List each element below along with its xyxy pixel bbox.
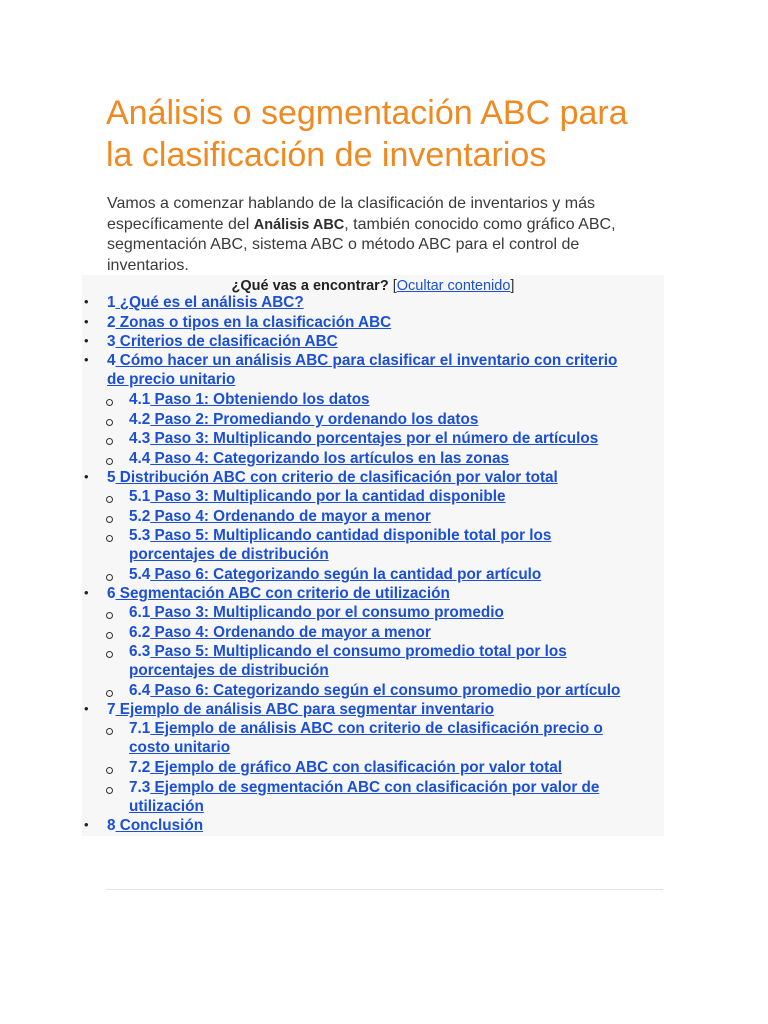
toc-item-link[interactable]: Paso 3: Multiplicando por la cantidad disponible	[150, 488, 506, 505]
toc-item-number: 5.1	[129, 488, 151, 505]
list-bullet: •	[84, 817, 89, 832]
toc-item-continuation[interactable]	[129, 797, 204, 816]
list-circle-marker	[106, 787, 113, 794]
list-circle-marker	[106, 574, 113, 581]
toc-item-number: 4.1	[129, 391, 151, 408]
toc-subitem[interactable]	[129, 623, 431, 642]
toc-item-number: 2	[107, 314, 116, 331]
list-circle-marker	[106, 458, 113, 465]
toc-item-number: 7.3	[129, 779, 151, 796]
toc-item-link[interactable]: Zonas o tipos en la clasificación ABC	[115, 314, 392, 331]
intro-bold-term: Análisis ABC	[253, 216, 345, 233]
toc-item-link-continued[interactable]: utilización	[129, 798, 204, 816]
toc-item-link[interactable]: Paso 3: Multiplicando porcentajes por el número de artículos	[150, 430, 599, 447]
toc-item-number: 6.3	[129, 643, 151, 660]
toc-item-continuation[interactable]	[129, 661, 329, 680]
toc-item-link[interactable]: ¿Qué es el análisis ABC?	[115, 294, 304, 311]
toc-item-number: 5.3	[129, 527, 151, 544]
toc-item-link-continued[interactable]: de precio unitario	[107, 371, 236, 389]
toc-item-number: 4.4	[129, 450, 151, 467]
toc-item[interactable]	[107, 332, 338, 351]
title-line-2: la clasificación de inventarios	[106, 136, 547, 174]
list-bullet: •	[84, 333, 89, 348]
list-bullet: •	[84, 469, 89, 484]
toc-item-number: 1	[107, 294, 116, 311]
toc-subitem[interactable]	[129, 390, 370, 409]
intro-text-c: , también conocido como gráfico ABC,	[344, 215, 616, 233]
toc-item-link[interactable]: Paso 6: Categorizando según la cantidad por artículo	[150, 566, 542, 583]
list-circle-marker	[106, 496, 113, 503]
article-title	[106, 92, 686, 176]
toc-close-bracket: ]	[510, 278, 515, 294]
toc-item[interactable]	[107, 351, 617, 370]
toc-item-link[interactable]: Paso 3: Multiplicando por el consumo promedio	[150, 604, 504, 621]
list-circle-marker	[106, 690, 113, 697]
list-circle-marker	[106, 399, 113, 406]
toc-item-number: 6.2	[129, 624, 151, 641]
toc-item-number: 6.1	[129, 604, 151, 621]
toc-item-link[interactable]: Criterios de clasificación ABC	[115, 333, 338, 350]
toc-item-number: 7.2	[129, 759, 151, 776]
toc-toggle-link[interactable]: Ocultar contenido	[396, 278, 511, 294]
toc-item-link[interactable]: Paso 4: Ordenando de mayor a menor	[150, 624, 431, 641]
toc-item-number: 7.1	[129, 720, 151, 737]
section-divider	[106, 889, 663, 890]
toc-item-number: 8	[107, 817, 116, 834]
toc-subitem[interactable]	[129, 410, 478, 429]
toc-item-link[interactable]: Paso 4: Categorizando los artículos en las zonas	[150, 450, 509, 467]
list-circle-marker	[106, 651, 113, 658]
toc-item-number: 4	[107, 352, 116, 369]
toc-item-continuation[interactable]	[129, 738, 230, 757]
title-line-1: Análisis o segmentación ABC para	[106, 94, 628, 132]
toc-item[interactable]	[107, 816, 203, 835]
intro-text-b: específicamente del	[107, 215, 254, 233]
toc-heading: ¿Qué vas a encontrar?	[231, 278, 389, 294]
toc-item-link[interactable]: Conclusión	[115, 817, 204, 834]
toc-subitem[interactable]	[129, 681, 620, 700]
toc-item-link[interactable]: Paso 2: Promediando y ordenando los datos	[150, 411, 479, 428]
toc-item-number: 4.3	[129, 430, 151, 447]
toc-subitem[interactable]	[129, 778, 599, 797]
intro-text-a: Vamos a comenzar hablando de la clasificación de inventarios y más	[107, 195, 595, 212]
toc-item[interactable]	[107, 584, 450, 603]
list-circle-marker	[106, 438, 113, 445]
toc-subitem[interactable]	[129, 565, 541, 584]
list-bullet: •	[84, 585, 89, 600]
list-circle-marker	[106, 419, 113, 426]
toc-item-number: 6.4	[129, 682, 151, 699]
list-bullet: •	[84, 701, 89, 716]
toc-item[interactable]	[107, 468, 558, 487]
toc-item[interactable]	[107, 293, 304, 312]
toc-item-link[interactable]: Segmentación ABC con criterio de utilización	[115, 585, 450, 602]
toc-item-link[interactable]: Ejemplo de gráfico ABC con clasificación por valor total	[150, 759, 562, 776]
list-circle-marker	[106, 767, 113, 774]
list-circle-marker	[106, 516, 113, 523]
toc-item-link-continued[interactable]: costo unitario	[129, 739, 231, 757]
intro-paragraph	[107, 194, 667, 276]
toc-item-number: 6	[107, 585, 116, 602]
list-bullet: •	[84, 294, 89, 309]
list-circle-marker	[106, 728, 113, 735]
toc-item-link[interactable]: Paso 1: Obteniendo los datos	[150, 391, 370, 408]
toc-subitem[interactable]	[129, 719, 603, 738]
list-circle-marker	[106, 612, 113, 619]
list-bullet: •	[84, 314, 89, 329]
toc-item-link-continued[interactable]: porcentajes de distribución	[129, 662, 329, 680]
toc-item-number: 4.2	[129, 411, 151, 428]
toc-item[interactable]	[107, 313, 391, 332]
toc-item-number: 3	[107, 333, 116, 350]
toc-item-link[interactable]: Paso 5: Multiplicando el consumo promedio total por los	[150, 643, 567, 660]
toc-item-link[interactable]: Paso 4: Ordenando de mayor a menor	[150, 508, 431, 525]
toc-item-continuation[interactable]	[129, 545, 329, 564]
toc-item-link[interactable]: Paso 6: Categorizando según el consumo promedio por artículo	[150, 682, 621, 699]
toc-open-bracket: [	[392, 278, 397, 294]
toc-item-link[interactable]: Ejemplo de análisis ABC para segmentar inventario	[115, 701, 495, 718]
toc-subitem[interactable]	[129, 487, 506, 506]
toc-item-number: 5.4	[129, 566, 151, 583]
toc-item-number: 5.2	[129, 508, 151, 525]
list-circle-marker	[106, 535, 113, 542]
toc-subitem[interactable]	[129, 429, 598, 448]
intro-text-d: segmentación ABC, sistema ABC o método ABC para el control de	[107, 236, 580, 253]
toc-subitem[interactable]	[129, 526, 551, 545]
toc-subitem[interactable]	[129, 642, 567, 661]
toc-subitem[interactable]	[129, 507, 431, 526]
toc-item-link[interactable]: Ejemplo de análisis ABC con criterio de clasificación precio o	[150, 720, 603, 737]
toc-item-number: 5	[107, 469, 116, 486]
toc-item-link[interactable]: Distribución ABC con criterio de clasificación por valor total	[115, 469, 558, 486]
toc-subitem[interactable]	[129, 449, 509, 468]
toc-subitem[interactable]	[129, 758, 562, 777]
intro-text-e: inventarios.	[107, 256, 189, 274]
toc-item-continuation[interactable]	[107, 370, 235, 389]
toc-item[interactable]	[107, 700, 494, 719]
toc-item-link[interactable]: Cómo hacer un análisis ABC para clasificar el inventario con criterio	[115, 352, 618, 369]
toc-item-link-continued[interactable]: porcentajes de distribución	[129, 546, 329, 564]
toc-subitem[interactable]	[129, 603, 504, 622]
toc-item-link[interactable]: Ejemplo de segmentación ABC con clasificación por valor de	[150, 779, 600, 796]
toc-item-link[interactable]: Paso 5: Multiplicando cantidad disponible total por los	[150, 527, 552, 544]
list-bullet: •	[84, 352, 89, 367]
toc-item-number: 7	[107, 701, 116, 718]
list-circle-marker	[106, 632, 113, 639]
